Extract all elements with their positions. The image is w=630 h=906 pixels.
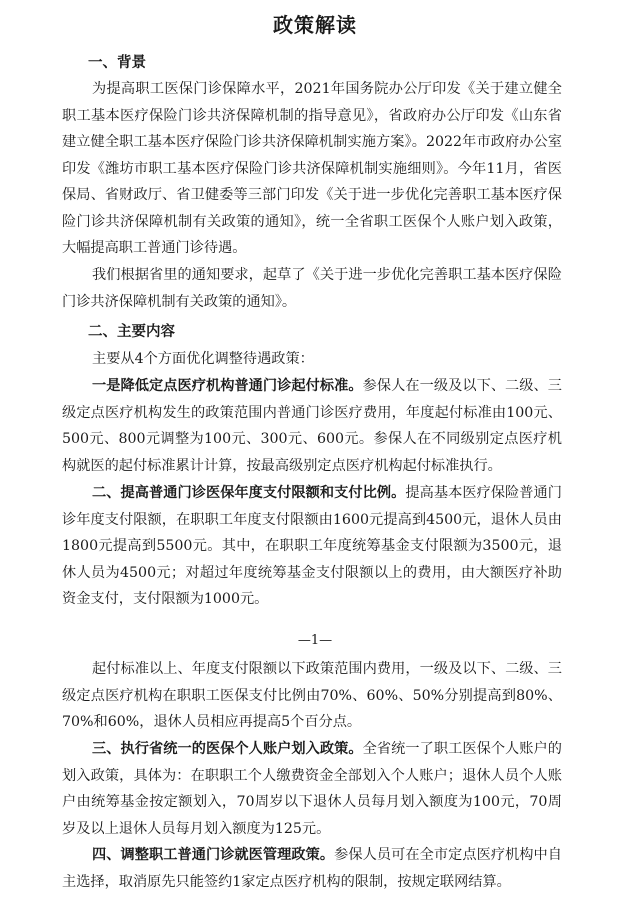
item-4-lead: 四、调整职工普通门诊就医管理政策。 — [92, 847, 335, 863]
background-paragraph-1: 为提高职工医保门诊保障水平，2021年国务院办公厅印发《关于建立健全职工基本医疗保险门诊共济保障机制的指导意见》，省政府办公厅印发《山东省建立健全职工基本医疗保险门诊共济保障机制实施方案》。2022年市政府办公室印发《潍坊市职工基本医疗保险门诊共济保障机制实施细则》。今年11月，省医保局、省财政厅、省卫健委等三部门印发《关于进一步优化完善职工基本医疗保险门诊共济保障机制有关政策的通知》，统一全省职工医保个人账户划入政策，大幅提高职工普通门诊待遇。 — [62, 81, 562, 256]
page-number: —1— — [297, 633, 333, 648]
main-item-1 — [62, 373, 562, 479]
page-title: 政策解读 — [273, 13, 357, 37]
item-1-body: 参保人在一级及以下、二级、三级定点医疗机构发生的政策范围内普通门诊医疗费用，年度起付标准由100元、500元、800元调整为100元、300元、600元。参保人在不同级别定点医疗机构就医的起付标准累计计算，按最高级别定点医疗机构起付标准执行。 — [62, 378, 562, 474]
item-4-body: 参保人员可在全市定点医疗机构中自主选择，取消原先只能签约1家定点医疗机构的限制，按规定联网结算。 — [62, 847, 562, 890]
main-content-intro: 主要从4个方面优化调整待遇政策： — [92, 351, 314, 367]
section-heading-background: 一、背景 — [88, 54, 146, 71]
main-item-2 — [62, 480, 562, 613]
item-3-lead: 三、执行省统一的医保个人账户划入政策。 — [92, 741, 363, 757]
item-2-body: 提高基本医疗保险普通门诊年度支付限额，在职职工年度支付限额由1600元提高到4500元，退休人员由1800元提高到5500元。其中，在职职工年度统筹基金支付限额为3500元，退休人员为4500元；对超过年度统筹基金支付限额以上的费用，由大额医疗补助资金支付，支付限额为1000元。 — [62, 485, 562, 607]
item-2-lead: 二、提高普通门诊医保年度支付限额和支付比例。 — [92, 485, 406, 501]
item-1-lead: 一是降低定点医疗机构普通门诊起付标准。 — [92, 378, 363, 394]
section-heading-main-content: 二、主要内容 — [88, 323, 175, 340]
background-paragraph-2: 我们根据省里的通知要求，起草了《关于进一步优化完善职工基本医疗保险门诊共济保障机制有关政策的通知》。 — [62, 267, 562, 310]
main-item-4 — [62, 842, 562, 895]
item-3-body: 全省统一了职工医保个人账户的划入政策，具体为：在职职工个人缴费资金全部划入个人账户；退休人员个人账户由统筹基金按定额划入，70周岁以下退休人员每月划入额度为100元，70周岁及以上退休人员每月划入额度为125元。 — [62, 741, 562, 837]
main-item-3 — [62, 736, 562, 842]
item-2-continuation: 起付标准以上、年度支付限额以下政策范围内费用，一级及以下、二级、三级定点医疗机构在职职工医保支付比例由70%、60%、50%分别提高到80%、70%和60%，退休人员相应再提高5个百分点。 — [62, 661, 562, 730]
